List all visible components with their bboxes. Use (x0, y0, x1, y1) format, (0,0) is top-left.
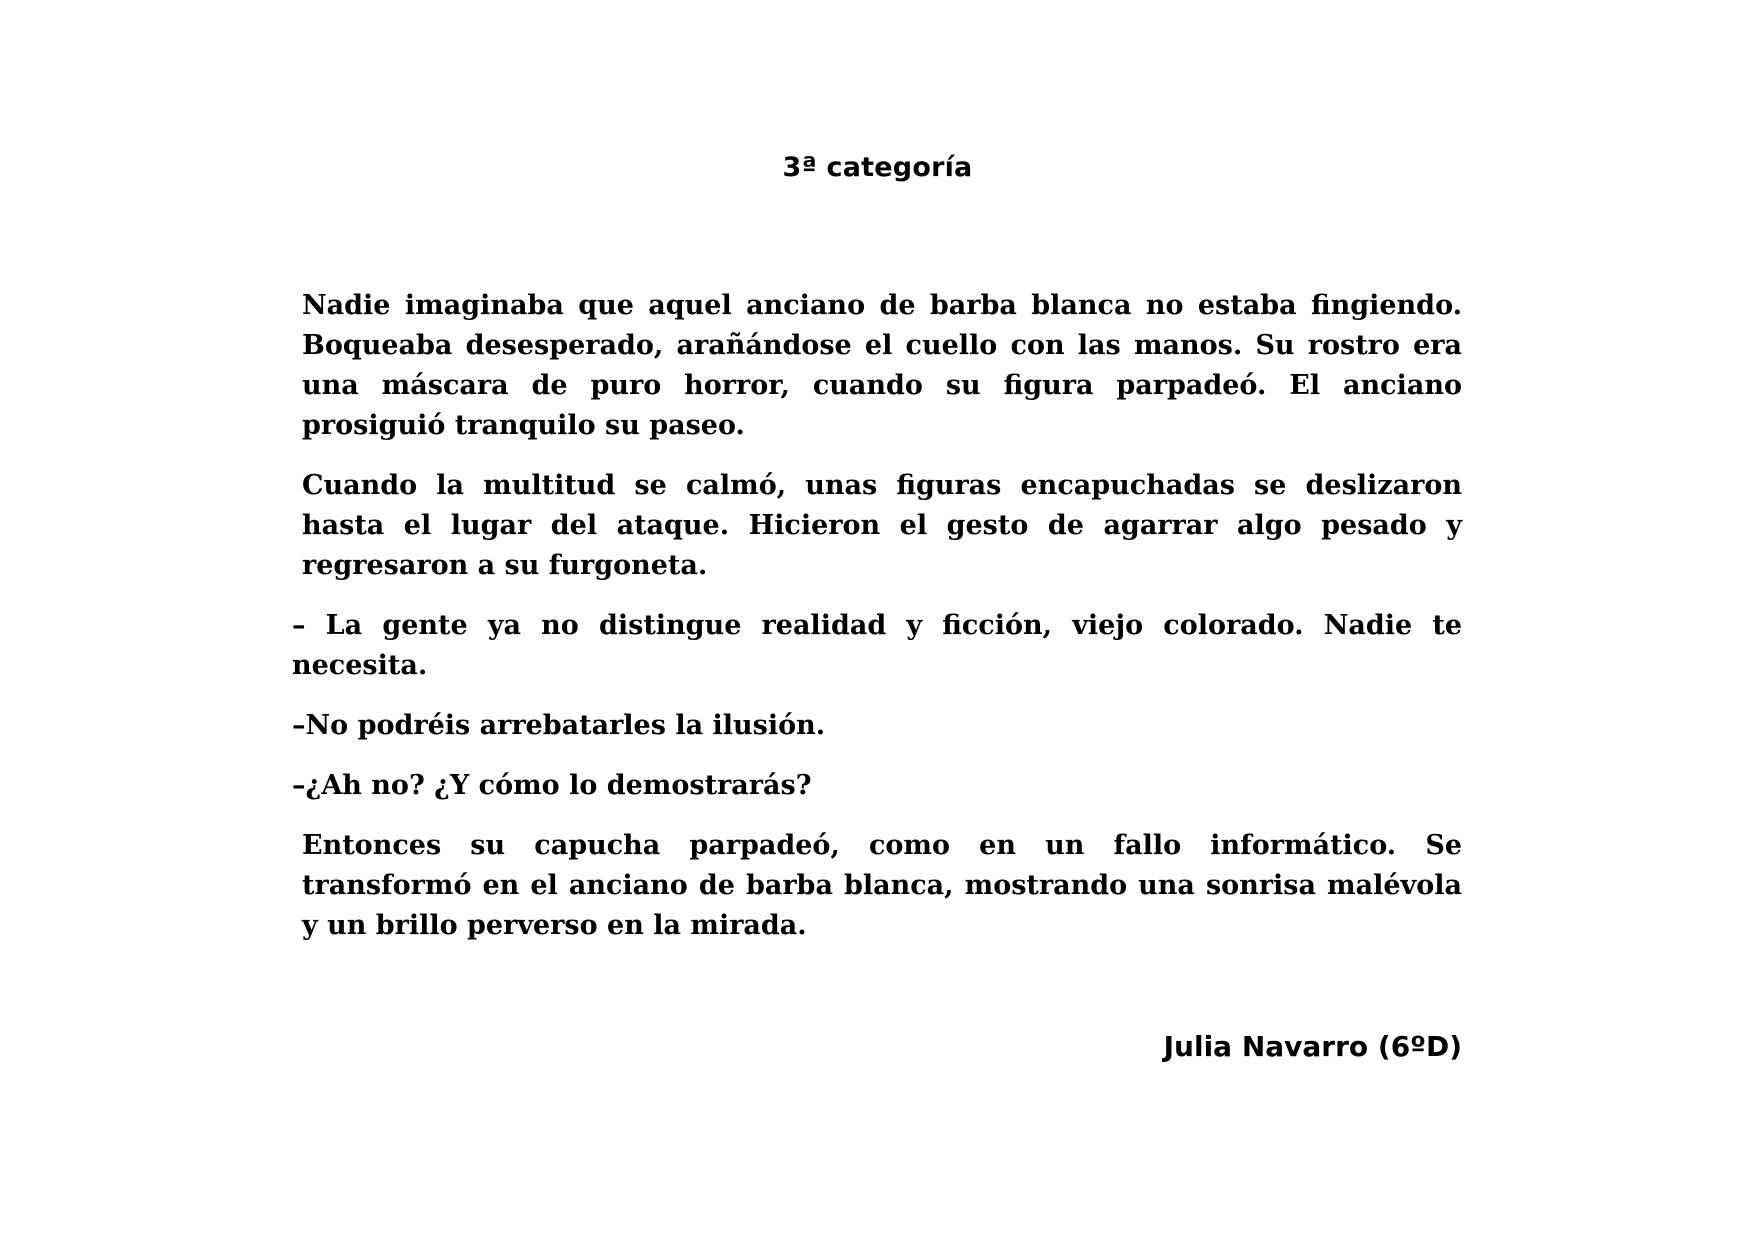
dialogue-line: –No podréis arrebatarles la ilusión. (292, 710, 826, 741)
dialogue-line: – La gente ya no distingue realidad y ficción, viejo colorado. Nadie te necesita. (292, 610, 1462, 681)
page-title: 3ª categoría (782, 152, 973, 183)
dialogue-line: –¿Ah no? ¿Y cómo lo demostrarás? (292, 770, 812, 801)
author-signature: Julia Navarro (6ºD) (1163, 1030, 1462, 1063)
paragraph: Nadie imaginaba que aquel anciano de barba blanca no estaba fingiendo. Boqueaba desesperado, arañándose el cuello con las manos. Su rostro era una máscara de puro horror, cuando su figura parpadeó. El anciano prosiguió tranquilo su paseo. (302, 290, 1462, 441)
paragraph: Cuando la multitud se calmó, unas figuras encapuchadas se deslizaron hasta el lugar del ataque. Hicieron el gesto de agarrar algo pesado y regresaron a su furgoneta. (302, 470, 1462, 581)
story-body (292, 286, 1462, 966)
paragraph: Entonces su capucha parpadeó, como en un fallo informático. Se transformó en el anciano de barba blanca, mostrando una sonrisa malévola y un brillo perverso en la mirada. (302, 830, 1462, 941)
